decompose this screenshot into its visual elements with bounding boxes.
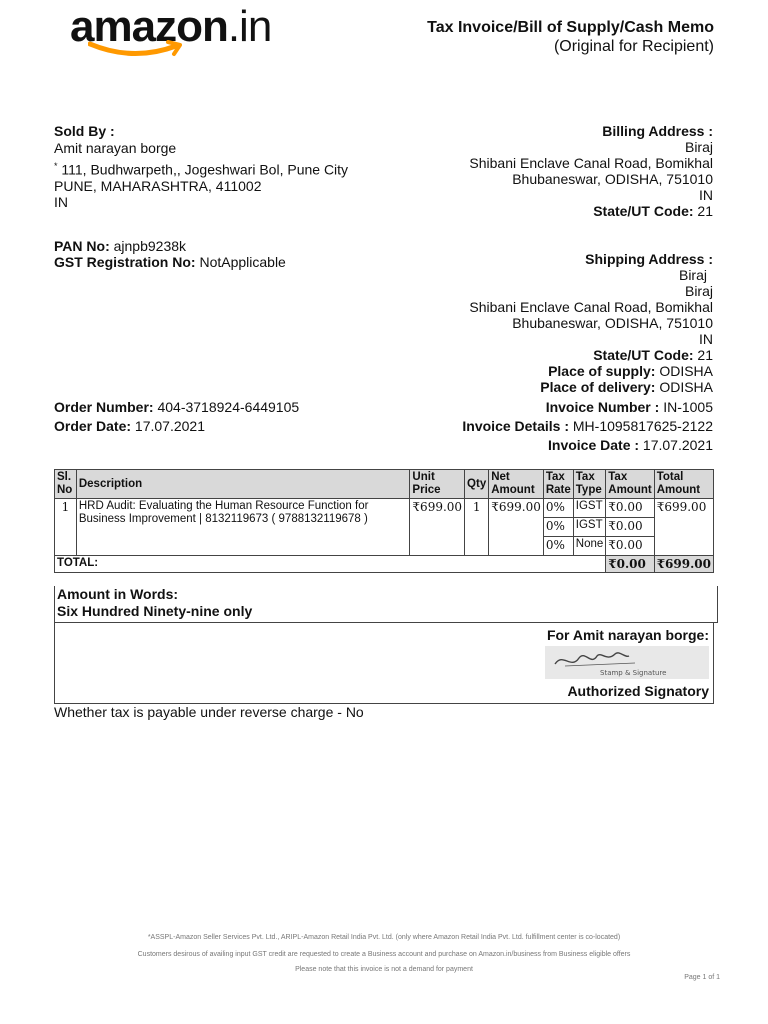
invoice-details-label: Invoice Details : [462, 418, 569, 434]
logo-main-text: amazon [70, 2, 228, 51]
row-sl: 1 [55, 499, 77, 556]
amount-in-words-box [54, 586, 718, 623]
billing-state-label: State/UT Code: [593, 203, 694, 219]
table-header-row [55, 470, 714, 499]
invoice-number-label: Invoice Number : [545, 399, 660, 415]
shipping-address-line1: Shibani Enclave Canal Road, Bomikhal [469, 299, 713, 315]
header-qty: Qty [465, 470, 489, 499]
billing-address-block [469, 123, 713, 219]
billing-name: Biraj [684, 139, 713, 155]
tax-rate: 0% [543, 518, 573, 537]
signature-box [54, 623, 714, 704]
tax-amount: ₹0.00 [606, 518, 654, 537]
total-tax: ₹0.00 [606, 556, 654, 573]
row-description: HRD Audit: Evaluating the Human Resource Function for Business Improvement | 8132119673 ( 9788132119678 ) [76, 499, 410, 556]
reverse-charge-note: Whether tax is payable under reverse charge - No [54, 704, 364, 720]
seller-asterisk: * [54, 161, 58, 171]
seller-address-line3: IN [54, 193, 68, 210]
tax-amount: ₹0.00 [606, 537, 654, 556]
tax-type: None [573, 537, 606, 556]
footer-line1: *ASSPL-Amazon Seller Services Pvt. Ltd., ARIPL-Amazon Retail India Pvt. Ltd. (only where Amazon Retail India Pvt. Ltd. fulfillment center is co-located) [147, 934, 621, 941]
tax-type: IGST [573, 518, 606, 537]
total-amount: ₹699.00 [654, 556, 713, 573]
header-sl-no: Sl. No [55, 470, 77, 499]
shipping-name-2: Biraj [684, 283, 713, 299]
seller-address-line2: PUNE, MAHARASHTRA, 411002 [54, 177, 262, 194]
signature-for-label: For Amit narayan borge: [546, 627, 709, 643]
gst-value: NotApplicable [199, 254, 286, 270]
stamp-text: Stamp & Signature [600, 669, 667, 677]
tax-rate: 0% [543, 537, 573, 556]
page-number: Page 1 of 1 [684, 974, 720, 981]
order-number-label: Order Number: [54, 399, 154, 415]
billing-state-code: 21 [697, 203, 713, 219]
total-row [55, 556, 714, 573]
shipping-address-block [469, 251, 713, 395]
invoice-date-value: 17.07.2021 [642, 437, 713, 453]
invoice-number-value: IN-1005 [663, 399, 713, 415]
billing-address-line2: Bhubaneswar, ODISHA, 751010 [512, 171, 713, 187]
place-of-delivery-label: Place of delivery: [540, 379, 656, 395]
signature-icon [545, 646, 709, 679]
billing-address-line1: Shibani Enclave Canal Road, Bomikhal [469, 155, 713, 171]
place-of-supply-label: Place of supply: [548, 363, 656, 379]
footer-line3: Please note that this invoice is not a demand for payment [295, 966, 473, 973]
authorized-signatory-label: Authorized Signatory [567, 683, 709, 699]
order-block [54, 398, 299, 436]
invoice-title: Tax Invoice/Bill of Supply/Cash Memo [427, 19, 714, 36]
amount-in-words-value: Six Hundred Ninety-nine only [57, 603, 253, 619]
tax-rate: 0% [543, 499, 573, 518]
billing-address-label: Billing Address : [602, 123, 713, 139]
tax-amount: ₹0.00 [606, 499, 654, 518]
amount-in-words-label: Amount in Words: [57, 586, 179, 602]
tax-ids-block [54, 238, 286, 270]
order-number-value: 404-3718924-6449105 [157, 399, 300, 415]
table-row [55, 499, 714, 518]
shipping-state-label: State/UT Code: [593, 347, 694, 363]
invoice-date-label: Invoice Date : [548, 437, 640, 453]
pan-label: PAN No: [54, 238, 110, 254]
shipping-address-line2: Bhubaneswar, ODISHA, 751010 [512, 315, 713, 331]
invoice-block [462, 398, 713, 455]
row-total-amount: ₹699.00 [654, 499, 713, 556]
header-total-amount: Total Amount [654, 470, 713, 499]
items-table [54, 469, 714, 573]
header-tax-amount: Tax Amount [606, 470, 654, 499]
total-label: TOTAL: [55, 556, 606, 573]
billing-address-line3: IN [699, 187, 713, 203]
header-unit-price: Unit Price [410, 470, 465, 499]
logo-suffix-text: .in [227, 2, 272, 51]
row-net-amount: ₹699.00 [489, 499, 544, 556]
invoice-subtitle: (Original for Recipient) [553, 38, 714, 55]
header-tax-type: Tax Type [573, 470, 606, 499]
seller-address-line1: 111, Budhwarpeth,, Jogeshwari Bol, Pune City [61, 161, 349, 178]
header-net-amount: Net Amount [489, 470, 544, 499]
seller-block [54, 123, 348, 210]
shipping-state-code: 21 [697, 347, 713, 363]
seller-name: Amit narayan borge [54, 140, 177, 156]
pan-value: ajnpb9238k [113, 238, 187, 254]
invoice-details-value: MH-1095817625-2122 [572, 418, 713, 434]
header-description: Description [76, 470, 410, 499]
signature-stamp-image [545, 646, 709, 679]
place-of-delivery-value: ODISHA [659, 379, 713, 395]
place-of-supply-value: ODISHA [659, 363, 713, 379]
document-title [427, 19, 714, 56]
shipping-address-label: Shipping Address : [585, 251, 713, 267]
header-tax-rate: Tax Rate [543, 470, 573, 499]
shipping-name-1: Biraj [678, 267, 707, 283]
footer-line2: Customers desirous of availing input GST credit are requested to create a Business account and purchase on Amazon.in/business from Business eligible offers [137, 951, 631, 958]
order-date-value: 17.07.2021 [134, 418, 205, 434]
gst-label: GST Registration No: [54, 254, 196, 270]
order-date-label: Order Date: [54, 418, 132, 434]
amazon-smile-icon [88, 40, 188, 60]
shipping-address-line3: IN [699, 331, 713, 347]
row-unit-price: ₹699.00 [410, 499, 465, 556]
tax-type: IGST [573, 499, 606, 518]
row-qty: 1 [465, 499, 489, 556]
sold-by-label: Sold By : [54, 123, 115, 139]
